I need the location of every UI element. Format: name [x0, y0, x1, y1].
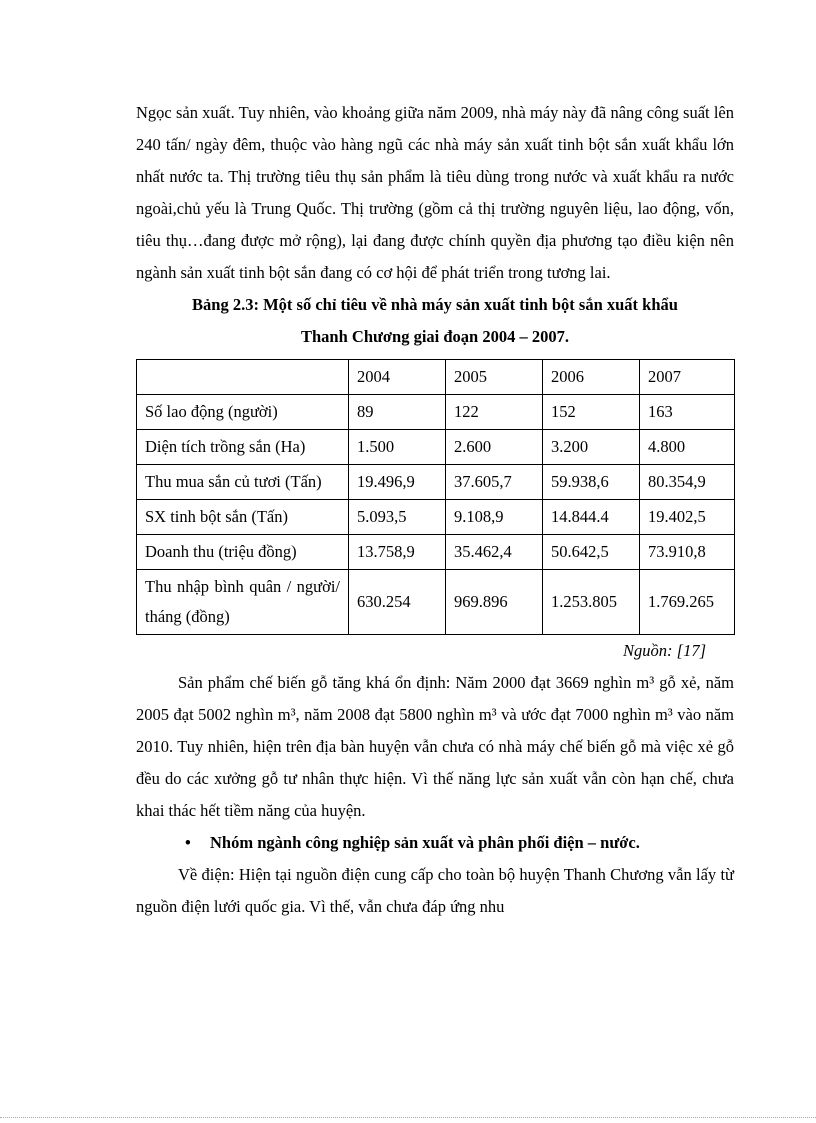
table-cell: 2.600: [446, 430, 543, 465]
table-header-row: [137, 360, 735, 395]
paragraph-intro: Ngọc sản xuất. Tuy nhiên, vào khoảng giữa năm 2009, nhà máy này đã nâng công suất lên 240 tấn/ ngày đêm, thuộc vào hàng ngũ các nhà máy sản xuất tinh bột sắn xuất khẩu lớn nhất nước ta. Thị trường tiêu thụ sản phẩm là tiêu dùng trong nước và xuất khẩu ra nước ngoài,chủ yếu là Trung Quốc. Thị trường (gồm cả thị trường nguyên liệu, lao động, vốn, tiêu thụ…đang được mở rộng), lại đang được chính quyền địa phương tạo điều kiện nên ngành sản xuất tinh bột sắn đang có cơ hội để phát triển trong tương lai.: [136, 103, 734, 282]
table-row-purchase: [137, 465, 735, 500]
table-cell: 1.253.805: [543, 570, 640, 635]
table-row-area: [137, 430, 735, 465]
row-label: Diện tích trồng sắn (Ha): [137, 430, 349, 465]
bullet-heading-text: Nhóm ngành công nghiệp sản xuất và phân phối điện – nước.: [210, 833, 640, 852]
table-cell: 37.605,7: [446, 465, 543, 500]
row-label: Thu mua sắn củ tươi (Tấn): [137, 465, 349, 500]
page-bottom-dotted-line: [0, 1117, 816, 1118]
paragraph-electricity: Về điện: Hiện tại nguồn điện cung cấp cho toàn bộ huyện Thanh Chương vẫn lấy từ nguồn điện lưới quốc gia. Vì thế, vẫn chưa đáp ứng nhu: [136, 865, 734, 916]
table-caption-line-2: Thanh Chương giai đoạn 2004 – 2007.: [301, 327, 569, 346]
table-cell: 13.758,9: [349, 535, 446, 570]
table-cell: 14.844.4: [543, 500, 640, 535]
table-cell: 89: [349, 395, 446, 430]
table-header-cell-2007: 2007: [640, 360, 735, 395]
table-row-revenue: [137, 535, 735, 570]
table-cell: 163: [640, 395, 735, 430]
table-source-note: Nguồn: [17]: [623, 641, 706, 660]
table-cell: 19.402,5: [640, 500, 735, 535]
table-cell: 969.896: [446, 570, 543, 635]
table-row-labor: [137, 395, 735, 430]
table-row-production: [137, 500, 735, 535]
table-cell: 59.938,6: [543, 465, 640, 500]
table-cell: 1.769.265: [640, 570, 735, 635]
table-cell: 80.354,9: [640, 465, 735, 500]
row-label: Thu nhập bình quân / người/ tháng (đồng): [137, 570, 349, 635]
table-header-cell-2006: 2006: [543, 360, 640, 395]
row-label: Số lao động (người): [137, 395, 349, 430]
table-cell: 122: [446, 395, 543, 430]
table-cell: 1.500: [349, 430, 446, 465]
table-caption-line-1: Bảng 2.3: Một số chỉ tiêu về nhà máy sản xuất tinh bột sắn xuất khẩu: [192, 295, 678, 314]
table-cell: 630.254: [349, 570, 446, 635]
table-2-3: [136, 359, 735, 635]
table-cell: 4.800: [640, 430, 735, 465]
table-cell: 5.093,5: [349, 500, 446, 535]
table-cell: 50.642,5: [543, 535, 640, 570]
table-header-cell-2005: 2005: [446, 360, 543, 395]
table-header-cell-empty: [137, 360, 349, 395]
bullet-icon: •: [185, 833, 191, 852]
paragraph-wood-products: Sản phẩm chế biến gỗ tăng khá ổn định: Năm 2000 đạt 3669 nghìn m³ gỗ xẻ, năm 2005 đạt 5002 nghìn m³, năm 2008 đạt 5800 nghìn m³ và ước đạt 7000 nghìn m³ vào năm 2010. Tuy nhiên, hiện trên địa bàn huyện vẫn chưa có nhà máy chế biến gỗ mà việc xẻ gỗ đều do các xưởng gỗ tư nhân thực hiện. Vì thế năng lực sản xuất vẫn còn hạn chế, chưa khai thác hết tiềm năng của huyện.: [136, 673, 734, 820]
table-header-cell-2004: 2004: [349, 360, 446, 395]
row-label: SX tinh bột sắn (Tấn): [137, 500, 349, 535]
table-cell: 3.200: [543, 430, 640, 465]
table-cell: 152: [543, 395, 640, 430]
table-cell: 73.910,8: [640, 535, 735, 570]
table-cell: 9.108,9: [446, 500, 543, 535]
bullet-heading: [136, 827, 734, 859]
row-label: Doanh thu (triệu đồng): [137, 535, 349, 570]
table-cell: 35.462,4: [446, 535, 543, 570]
page-content: [136, 97, 734, 923]
table-row-income: [137, 570, 735, 635]
table-cell: 19.496,9: [349, 465, 446, 500]
table-caption: [136, 289, 734, 353]
